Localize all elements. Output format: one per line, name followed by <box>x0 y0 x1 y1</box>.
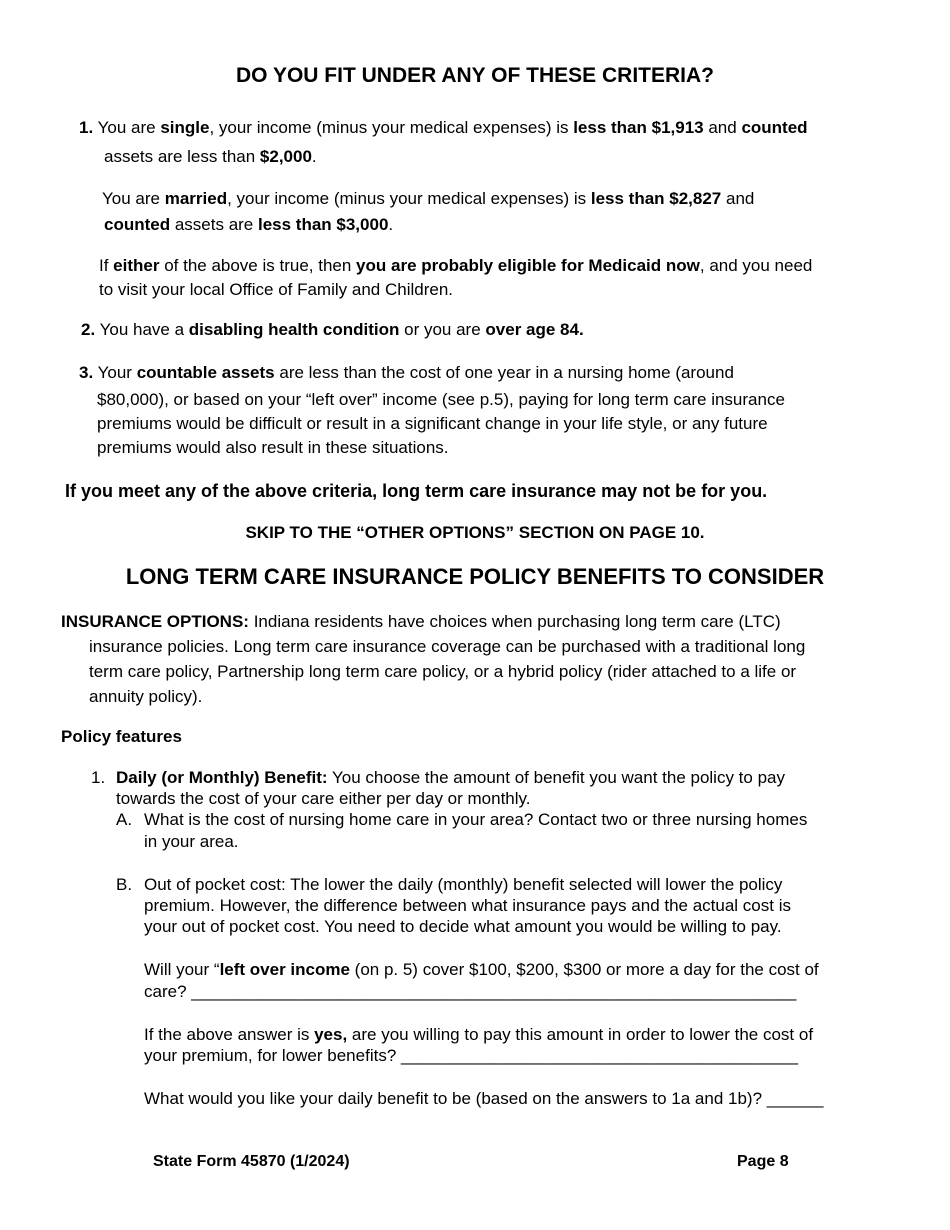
criterion-3-line-1: 3. Your countable assets are less than the cost of one year in a nursing home (around <box>79 363 734 382</box>
item-b-line-1: Out of pocket cost: The lower the daily (monthly) benefit selected will lower the policy <box>144 875 783 894</box>
insurance-options-line-1: INSURANCE OPTIONS: Indiana residents have choices when purchasing long term care (LTC) <box>61 612 781 631</box>
criterion-3-line-2: $80,000), or based on your “left over” income (see p.5), paying for long term care insurance <box>97 390 785 409</box>
item-a-line-2: in your area. <box>144 832 239 851</box>
criterion-1-married-line-1: You are married, your income (minus your medical expenses) is less than $2,827 and <box>102 189 755 208</box>
question-left-over-income-line-1: Will your “left over income (on p. 5) cover $100, $200, $300 or more a day for the cost of <box>144 960 819 979</box>
criterion-1-conclusion-line-1: If either of the above is true, then you are probably eligible for Medicaid now, and you need <box>99 256 813 275</box>
item-b-line-3: your out of pocket cost. You need to decide what amount you would be willing to pay. <box>144 917 782 936</box>
criterion-1-conclusion-line-2: to visit your local Office of Family and Children. <box>99 280 453 299</box>
question-left-over-income-answer-field[interactable]: care? ________________________________________________________________ <box>144 982 797 1001</box>
item-b-letter: B. <box>116 875 133 894</box>
item-1-line-1: Daily (or Monthly) Benefit: You choose the amount of benefit you want the policy to pay <box>116 768 785 787</box>
policy-features-heading: Policy features <box>61 727 182 746</box>
question-daily-benefit-answer-field[interactable]: What would you like your daily benefit to be (based on the answers to 1a and 1b)? ______ <box>144 1089 824 1108</box>
insurance-options-line-3: term care policy, Partnership long term care policy, or a hybrid policy (rider attached to a life or <box>89 662 797 681</box>
insurance-options-label: INSURANCE OPTIONS: <box>61 612 249 631</box>
criterion-2: 2. You have a disabling health condition or you are over age 84. <box>81 320 584 339</box>
criterion-1-married-line-2: counted assets are less than $3,000. <box>104 215 394 234</box>
item-b-line-2: premium. However, the difference between what insurance pays and the actual cost is <box>144 896 791 915</box>
question-willing-to-pay-line-1: If the above answer is yes, are you willing to pay this amount in order to lower the cost of <box>144 1025 814 1044</box>
question-willing-to-pay-answer-field[interactable]: your premium, for lower benefits? __________________________________________ <box>144 1046 799 1065</box>
criterion-1-line-2: assets are less than $2,000. <box>104 147 317 166</box>
item-a-letter: A. <box>116 810 133 829</box>
insurance-options-line-4: annuity policy). <box>89 687 203 706</box>
footer-page-number: Page 8 <box>737 1153 789 1170</box>
criteria-notice: If you meet any of the above criteria, long term care insurance may not be for you. <box>65 481 768 501</box>
criterion-1-line-1: 1. You are single, your income (minus your medical expenses) is less than $1,913 and counted <box>79 118 808 137</box>
criterion-3-line-3: premiums would be difficult or result in a significant change in your life style, or any future <box>97 414 768 433</box>
insurance-options-line-2: insurance policies. Long term care insurance coverage can be purchased with a traditional long <box>89 637 806 656</box>
item-1-line-2: towards the cost of your care either per day or monthly. <box>116 789 531 808</box>
item-a-line-1: What is the cost of nursing home care in your area? Contact two or three nursing homes <box>144 810 808 829</box>
criterion-3-line-4: premiums would also result in these situations. <box>97 438 449 457</box>
skip-instruction: SKIP TO THE “OTHER OPTIONS” SECTION ON PAGE 10. <box>245 523 705 542</box>
policy-benefits-heading: LONG TERM CARE INSURANCE POLICY BENEFITS TO CONSIDER <box>125 564 825 589</box>
criteria-heading: DO YOU FIT UNDER ANY OF THESE CRITERIA? <box>236 64 714 87</box>
item-1-number: 1. <box>91 768 106 787</box>
footer-form-number: State Form 45870 (1/2024) <box>153 1153 350 1170</box>
